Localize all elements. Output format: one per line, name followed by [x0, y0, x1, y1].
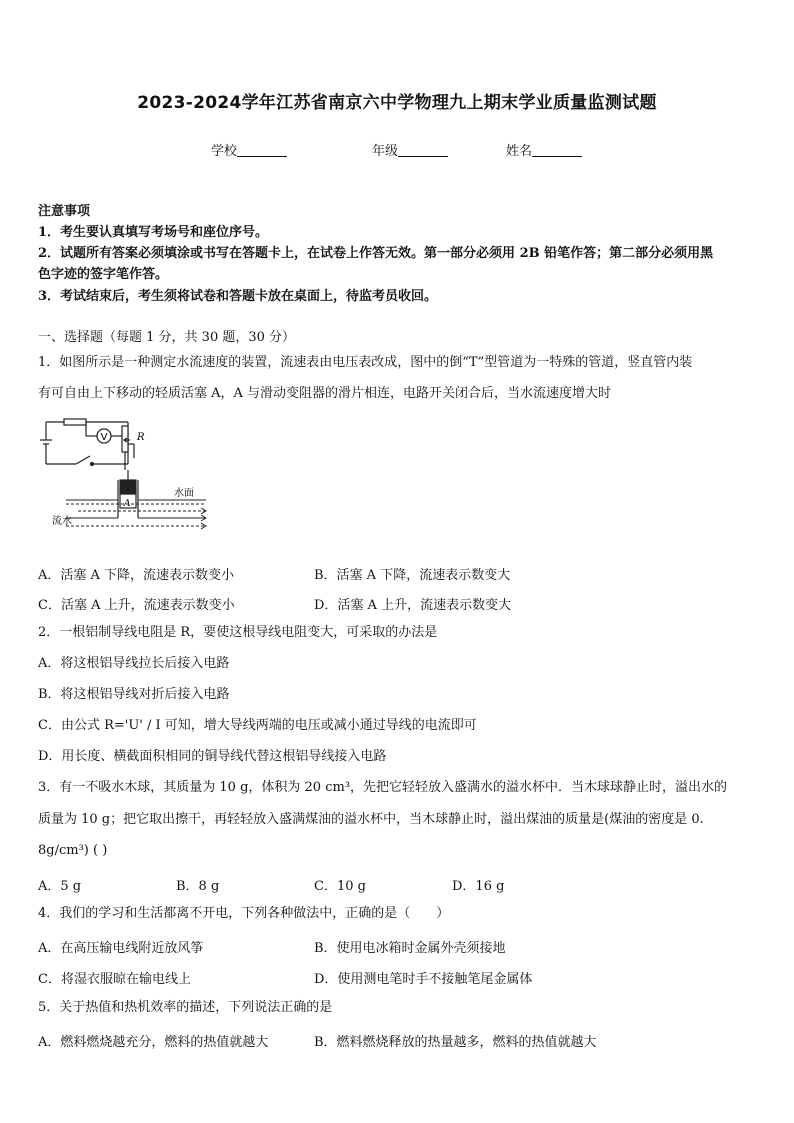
- section-heading: 一、选择题（每题 1 分，共 30 题，30 分）: [38, 330, 296, 345]
- q2-option-b[interactable]: B．将这根铝导线对折后接入电路: [38, 687, 230, 702]
- q3-option-a[interactable]: A．5 g: [38, 879, 82, 894]
- flow-label: 流水: [52, 516, 72, 527]
- name-field: [506, 140, 582, 159]
- q2-option-c[interactable]: C．由公式 R='U' / I 可知，增大导线两端的电压或减小通过导线的电流即可: [38, 718, 477, 733]
- grade-blank: [398, 144, 448, 157]
- school-label: 学校: [211, 144, 238, 159]
- q2-stem: 2．一根铝制导线电阻是 R，要使这根导线电阻变大，可采取的办法是: [38, 625, 438, 640]
- school-field: [211, 140, 287, 159]
- water-surface-label: 水面: [174, 488, 194, 499]
- q1-stem-line1: 1．如图所示是一种测定水流速度的装置，流速表由电压表改成，图中的倒“T”型管道为一特殊的管道，竖直管内装: [38, 355, 693, 370]
- name-blank: [532, 144, 582, 157]
- notice-item: 2．试题所有答案必须填涂或书写在答题卡上，在试卷上作答无效。第一部分必须用 2B 铅笔作答；第二部分必须用黑: [38, 246, 714, 261]
- name-label: 姓名: [506, 144, 533, 159]
- q3-option-b[interactable]: B．8 g: [176, 879, 220, 894]
- flow-meter-diagram: [38, 414, 210, 532]
- q4-stem: 4．我们的学习和生活都离不开电，下列各种做法中，正确的是（ ）: [38, 906, 450, 921]
- notice-item: 3．考试结束后，考生须将试卷和答题卡放在桌面上，待监考员收回。: [38, 289, 438, 304]
- q3-option-c[interactable]: C．10 g: [314, 879, 366, 894]
- notice-heading: 注意事项: [38, 204, 91, 219]
- grade-label: 年级: [372, 144, 399, 159]
- q1-stem-line2: 有可自由上下移动的轻质活塞 A，A 与滑动变阻器的滑片相连，电路开关闭合后，当水流速度增大时: [38, 386, 612, 401]
- notice-item: 色字迹的签字笔作答。: [38, 267, 169, 282]
- resistor-label: R: [137, 432, 145, 443]
- notice-item: 1．考生要认真填写考场号和座位序号。: [38, 225, 269, 240]
- q3-stem-line2: 质量为 10 g；把它取出擦干，再轻轻放入盛满煤油的溢水杯中，当木球静止时，溢出煤油的质量是(煤油的密度是 0.: [38, 812, 704, 827]
- q2-option-a[interactable]: A．将这根铝导线拉长后接入电路: [38, 656, 230, 671]
- q3-stem-line3: 8g/cm³) ( ): [38, 843, 108, 858]
- q2-option-d[interactable]: D．用长度、横截面积相同的铜导线代替这根铝导线接入电路: [38, 749, 387, 764]
- q1-option-d[interactable]: D．活塞 A 上升，流速表示数变大: [314, 598, 512, 613]
- q1-option-c[interactable]: C．活塞 A 上升，流速表示数变小: [38, 598, 235, 613]
- q1-option-b[interactable]: B．活塞 A 下降，流速表示数变大: [314, 568, 511, 583]
- piston-label: A: [124, 499, 131, 509]
- page-title: 2023-2024学年江苏省南京六中学物理九上期末学业质量监测试题: [137, 93, 657, 113]
- q4-option-b[interactable]: B．使用电冰箱时金属外壳须接地: [314, 941, 506, 956]
- q3-stem-line1: 3．有一不吸水木球，其质量为 10 g，体积为 20 cm³，先把它轻轻放入盛满水的溢水杯中．当木球球静止时，溢出水的: [38, 780, 728, 795]
- q4-option-a[interactable]: A．在高压输电线附近放风筝: [38, 941, 204, 956]
- q1-option-a[interactable]: A．活塞 A 下降，流速表示数变小: [38, 568, 235, 583]
- q4-option-c[interactable]: C．将湿衣服晾在输电线上: [38, 972, 191, 987]
- q3-option-d[interactable]: D．16 g: [452, 879, 505, 894]
- q4-option-d[interactable]: D．使用测电笔时手不接触笔尾金属体: [314, 972, 533, 987]
- voltmeter-label: V: [100, 432, 108, 443]
- q5-option-a[interactable]: A．燃料燃烧越充分，燃料的热值就越大: [38, 1035, 269, 1050]
- school-blank: [237, 144, 287, 157]
- grade-field: [372, 140, 448, 159]
- q5-stem: 5．关于热值和热机效率的描述，下列说法正确的是: [38, 1000, 333, 1015]
- q5-option-b[interactable]: B．燃料燃烧释放的热量越多，燃料的热值就越大: [314, 1035, 597, 1050]
